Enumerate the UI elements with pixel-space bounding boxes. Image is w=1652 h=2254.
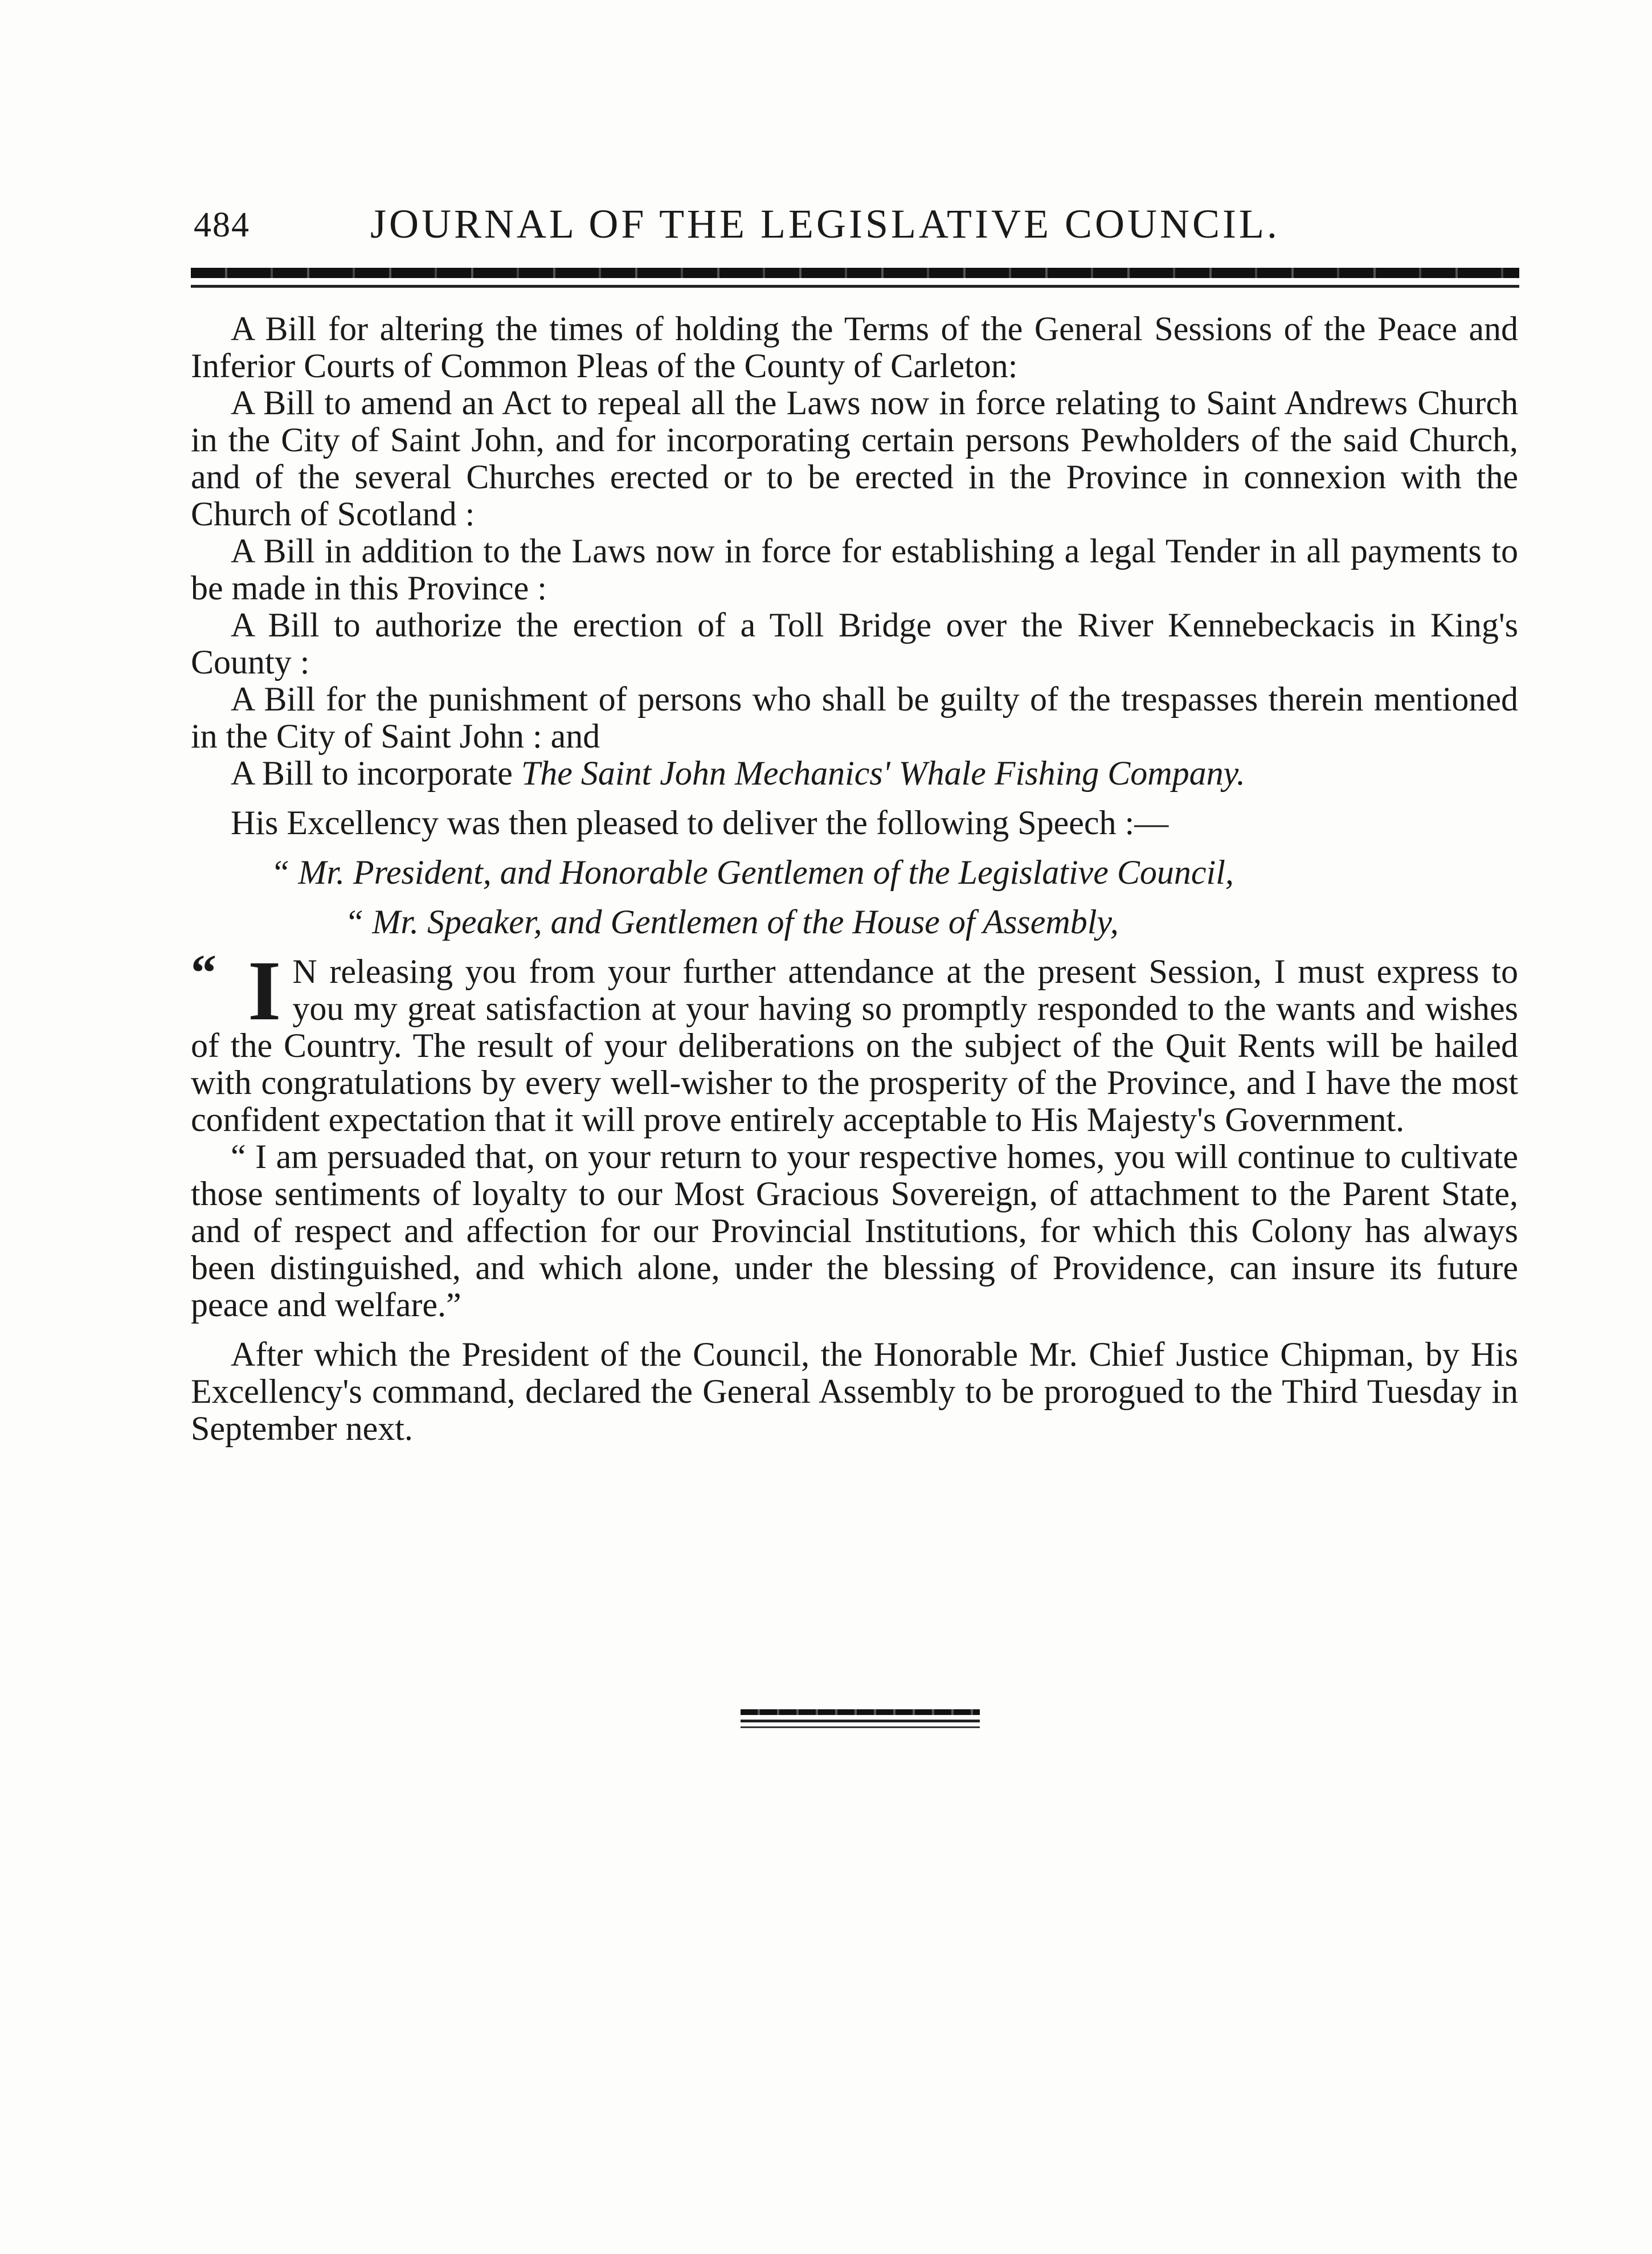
bill-entry: A Bill for the punishment of persons who shall be guilty of the trespasses therein mentioned in the City of Saint John : and <box>191 680 1518 755</box>
end-ornament-rule <box>741 1726 980 1728</box>
end-ornament-rule <box>741 1709 980 1715</box>
header-rule-thin <box>191 285 1519 288</box>
page-number: 484 <box>194 206 250 244</box>
bill-entry: A Bill in addition to the Laws now in force for establishing a legal Tender in all payments to be made in this Province : <box>191 532 1518 607</box>
company-name: The Saint John Mechanics' Whale Fishing Company. <box>521 754 1245 792</box>
bill-entry: A Bill to amend an Act to repeal all the Laws now in force relating to Saint Andrews Church in the City of Saint John, and for incorporating certain persons Pewholders of the said Church, and of the several Churches erected or to be erected in the Province in connexion with the Church of Scotland : <box>191 384 1518 533</box>
speech-intro: His Excellency was then pleased to deliver the following Speech :— <box>231 804 1169 842</box>
opening-quote-mark: “ <box>191 945 216 1001</box>
address-assembly: “ Mr. Speaker, and Gentlemen of the House of Assembly, <box>345 903 1119 941</box>
bill-entry: A Bill for altering the times of holding the Terms of the General Sessions of the Peace and Inferior Courts of Common Pleas of the County of Carleton: <box>191 310 1518 385</box>
running-title: JOURNAL OF THE LEGISLATIVE COUNCIL. <box>370 201 1280 247</box>
bill-entry: A Bill to authorize the erection of a Toll Bridge over the River Kennebeckacis in King's County : <box>191 606 1518 681</box>
body-text <box>191 311 1518 1447</box>
header-rule <box>191 268 1519 278</box>
speech-paragraph-2: “ I am persuaded that, on your return to your respective homes, you will continue to cultivate those sentiments of loyalty to our Most Gracious Sovereign, of attachment to the Parent State, and of respect and affection for our Provincial Institutions, for which this Colony has always been distinguished, and which alone, under the blessing of Providence, can insure its future peace and welfare.” <box>191 1138 1518 1324</box>
bill-entry-last <box>191 755 1518 792</box>
speech-paragraph-1-text: N releasing you from your further attendance at the present Session, I must express to you my great satisfaction at your having so promptly responded to the wants and wishes of the Country. The result of your deliberations on the subject of the Quit Rents will be hailed with congratulations by every well-wisher to the prosperity of the Province, and I have the most confident expectation that it will prove entirely acceptable to His Majesty's Government. <box>191 953 1518 1138</box>
drop-cap: I <box>248 944 281 1038</box>
speech-paragraph-1 <box>191 944 1518 1138</box>
end-ornament-rule <box>741 1720 980 1722</box>
bill-prefix: A Bill to incorporate <box>231 754 521 792</box>
address-council: “ Mr. President, and Honorable Gentlemen of the Legislative Council, <box>271 854 1234 891</box>
page-header <box>188 201 1521 252</box>
closing-paragraph: After which the President of the Council, the Honorable Mr. Chief Justice Chipman, by His Excellency's command, declared the General Assembly to be prorogued to the Third Tuesday in September next. <box>191 1336 1518 1447</box>
